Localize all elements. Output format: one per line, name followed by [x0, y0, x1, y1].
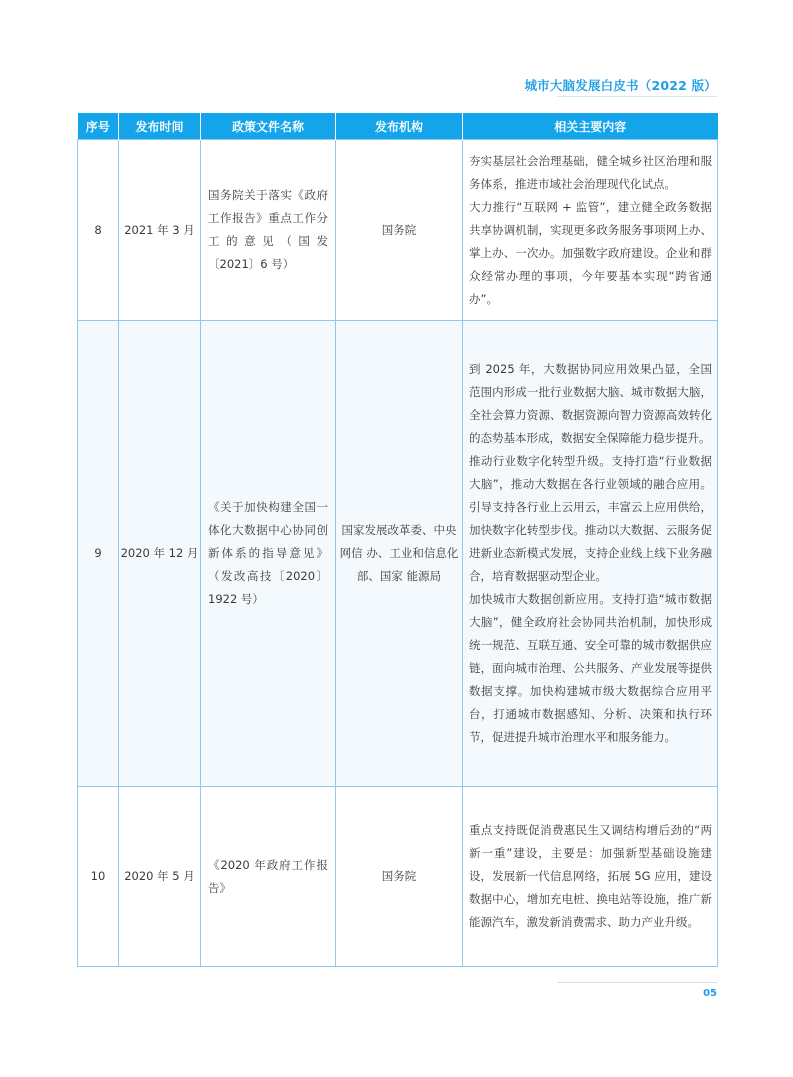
cell-no: 8	[78, 140, 119, 321]
content-paragraph: 推动行业数字化转型升级。支持打造“行业数据大脑”，推动大数据在各行业领域的融合应用。引导支持各行业上云用云，丰富云上应用供给，加快数字化转型步伐。推动以大数据、云服务促进新业态新模式发展，支持企业线上线下业务融合，培育数据驱动型企业。	[469, 454, 712, 583]
table-row	[78, 140, 718, 321]
cell-content	[463, 321, 718, 787]
content-paragraph: 加快城市大数据创新应用。支持打造“城市数据大脑”，健全政府社会协同共治机制，加快形成统一规范、互联互通、安全可靠的城市数据供应链，面向城市治理、公共服务、产业发展等提供数据支撑。加快构建城市级大数据综合应用平台，打通城市数据感知、分析、决策和执行环节，促进提升城市治理水平和服务能力。	[469, 592, 712, 744]
table-row	[78, 321, 718, 787]
header-divider	[557, 96, 717, 97]
column-header-date: 发布时间	[119, 113, 201, 140]
cell-content	[463, 140, 718, 321]
table-row	[78, 787, 718, 967]
cell-issuer: 国务院	[336, 140, 463, 321]
cell-policy-name: 《2020 年政府工作报告》	[201, 787, 336, 967]
cell-date: 2020 年 12 月	[119, 321, 201, 787]
column-header-policy-name: 政策文件名称	[201, 113, 336, 140]
table-header-row	[78, 113, 718, 140]
document-header-title: 城市大脑发展白皮书（2022 版）	[524, 78, 717, 93]
cell-date: 2021 年 3 月	[119, 140, 201, 321]
column-header-no: 序号	[78, 113, 119, 140]
cell-issuer: 国务院	[336, 787, 463, 967]
page-number: 05	[703, 988, 717, 999]
content-paragraph: 到 2025 年，大数据协同应用效果凸显，全国范围内形成一批行业数据大脑、城市数据大脑，全社会算力资源、数据资源向智力资源高效转化的态势基本形成，数据安全保障能力稳步提升。	[469, 362, 712, 445]
column-header-content: 相关主要内容	[463, 113, 718, 140]
content-paragraph: 夯实基层社会治理基础，健全城乡社区治理和服务体系，推进市域社会治理现代化试点。	[469, 153, 712, 191]
cell-no: 10	[78, 787, 119, 967]
cell-no: 9	[78, 321, 119, 787]
column-header-issuer: 发布机构	[336, 113, 463, 140]
content-paragraph: 重点支持既促消费惠民生又调结构增后劲的“两新一重”建设，主要是：加强新型基础设施建设，发展新一代信息网络，拓展 5G 应用，建设数据中心，增加充电桩、换电站等设施，推广新能源汽车，激发新消费需求、助力产业升级。	[469, 823, 712, 929]
cell-policy-name: 国务院关于落实《政府工作报告》重点工作分工的意见（国发〔2021〕6 号）	[201, 140, 336, 321]
cell-date: 2020 年 5 月	[119, 787, 201, 967]
policy-table	[77, 113, 718, 967]
content-paragraph: 大力推行“互联网 + 监管”，建立健全政务数据共享协调机制，实现更多政务服务事项网上办、掌上办、一次办。加强数字政府建设。企业和群众经常办理的事项，今年要基本实现“跨省通办”。	[469, 199, 712, 306]
cell-issuer: 国家发展改革委、中央网信 办、工业和信息化部、国家 能源局	[336, 321, 463, 787]
footer-divider	[557, 982, 717, 983]
cell-policy-name: 《关于加快构建全国一体化大数据中心协同创新体系的指导意见》（发改高技〔2020〕1922 号）	[201, 321, 336, 787]
cell-content	[463, 787, 718, 967]
